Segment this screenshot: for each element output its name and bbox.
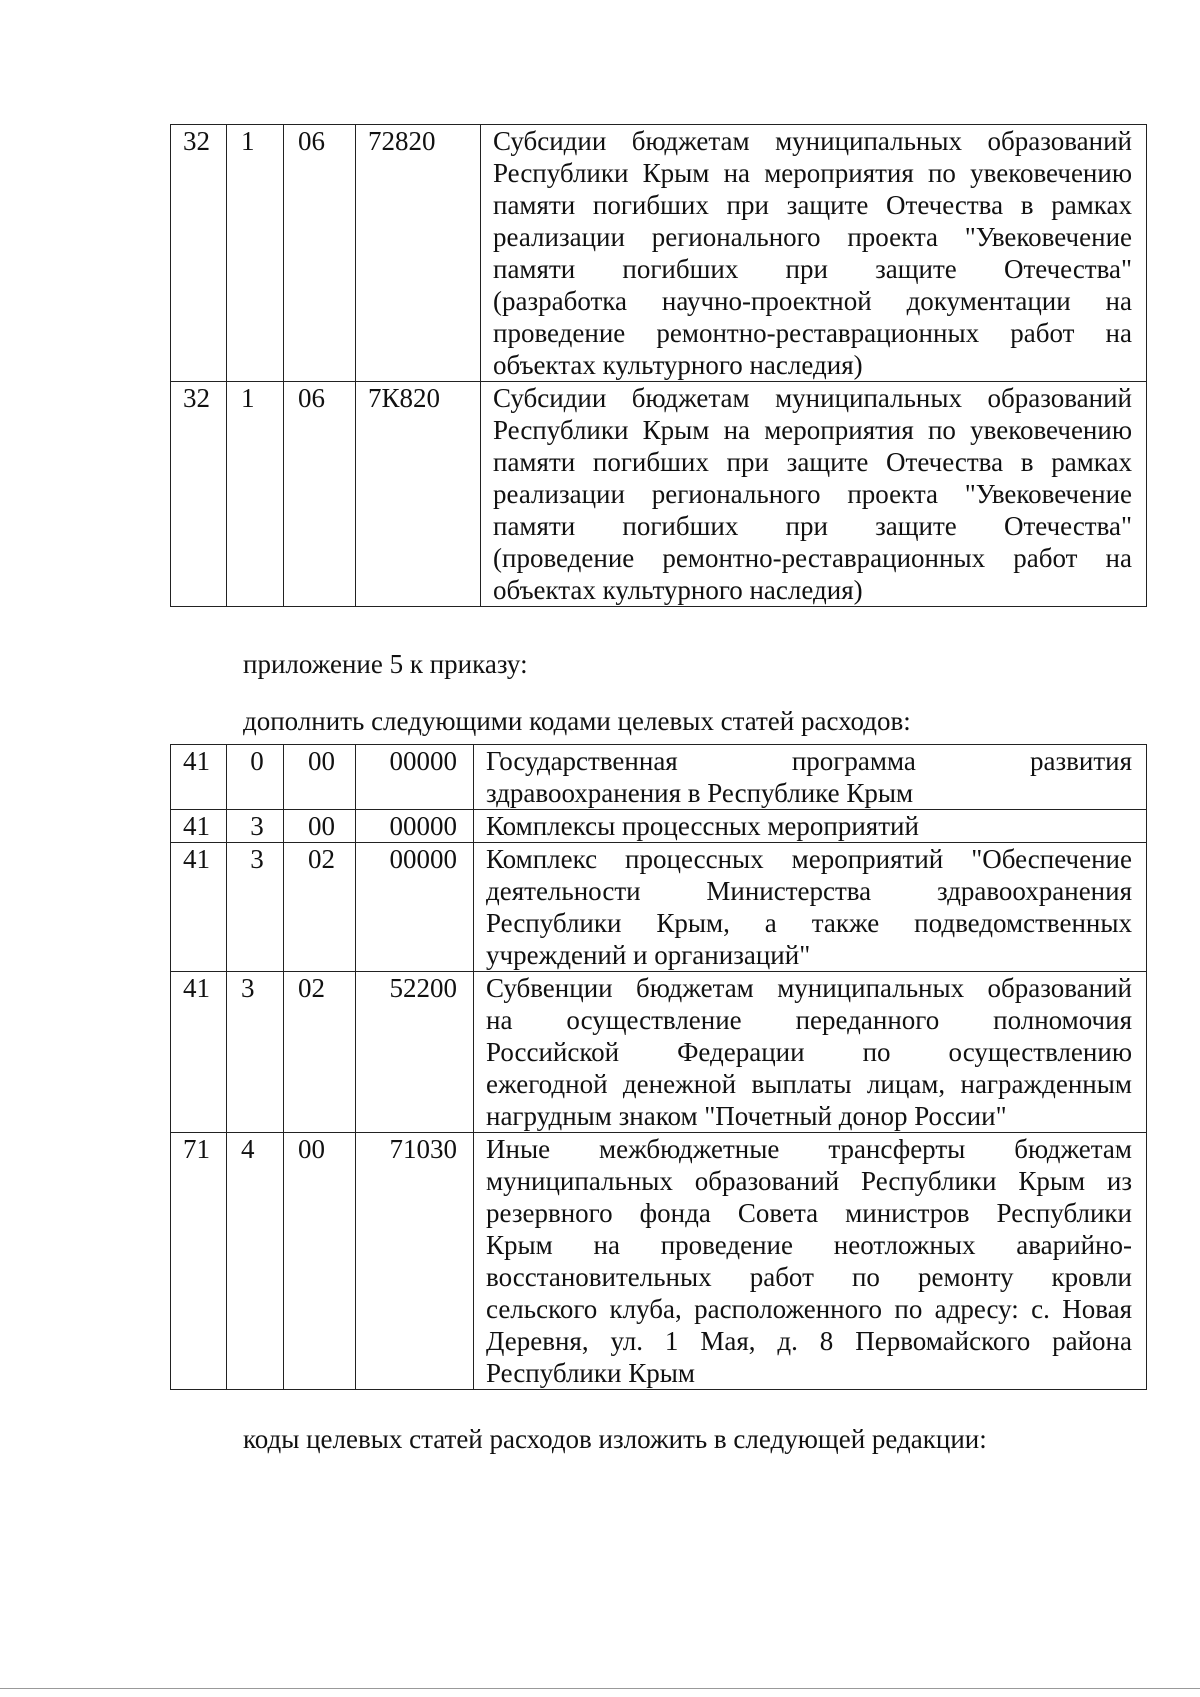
- activity-code: 02: [284, 972, 356, 1133]
- expense-description: [481, 125, 1147, 382]
- subprogram-code: 3: [227, 972, 284, 1133]
- program-code: 71: [171, 1133, 227, 1390]
- description-line: муниципальных образований Республики Крым из: [486, 1166, 1132, 1196]
- supplement-instruction: дополнить следующими кодами целевых статей расходов:: [243, 706, 911, 736]
- expense-description: [474, 972, 1147, 1133]
- description-line: резервного фонда Совета министров Республики: [486, 1198, 1132, 1228]
- activity-code: 06: [284, 125, 356, 382]
- direction-code: 00000: [356, 810, 474, 843]
- description-line: Субсидии бюджетам муниципальных образований: [493, 383, 1132, 413]
- direction-code: 52200: [356, 972, 474, 1133]
- description-line: учреждений и организаций": [486, 940, 811, 970]
- description-line: Комплекс процессных мероприятий "Обеспечение: [486, 844, 1132, 874]
- table-row: [171, 745, 1147, 810]
- description-line: реализации регионального проекта "Увековечение: [493, 479, 1132, 509]
- description-line: Республики Крым на мероприятия по увековечению: [493, 158, 1132, 188]
- subprogram-code: 0: [227, 745, 284, 810]
- description-line: Субвенции бюджетам муниципальных образований: [486, 973, 1132, 1003]
- description-line: Деревня, ул. 1 Мая, д. 8 Первомайского района: [486, 1326, 1132, 1356]
- expense-description: [474, 745, 1147, 810]
- direction-code: 71030: [356, 1133, 474, 1390]
- program-code: 41: [171, 843, 227, 972]
- direction-code: 00000: [356, 745, 474, 810]
- activity-code: 02: [284, 843, 356, 972]
- description-line: объектах культурного наследия): [493, 575, 863, 605]
- description-line: здравоохранения в Республике Крым: [486, 778, 914, 808]
- description-line: восстановительных работ по ремонту кровли: [486, 1262, 1132, 1292]
- description-line: Комплексы процессных мероприятий: [486, 811, 919, 841]
- table-row: [171, 810, 1147, 843]
- description-line: нагрудным знаком "Почетный донор России": [486, 1101, 1007, 1131]
- expense-description: [481, 382, 1147, 607]
- direction-code: 7К820: [356, 382, 481, 607]
- subprogram-code: 1: [227, 382, 284, 607]
- table-row: [171, 972, 1147, 1133]
- description-line: реализации регионального проекта "Увековечение: [493, 222, 1132, 252]
- description-line: Субсидии бюджетам муниципальных образований: [493, 126, 1132, 156]
- description-line: Иные межбюджетные трансферты бюджетам: [486, 1134, 1132, 1164]
- description-line: Крым на проведение неотложных аварийно-: [486, 1230, 1132, 1260]
- restate-instruction: коды целевых статей расходов изложить в следующей редакции:: [243, 1424, 987, 1454]
- subprogram-code: 3: [227, 843, 284, 972]
- subprogram-code: 4: [227, 1133, 284, 1390]
- description-line: Республики Крым: [486, 1358, 695, 1388]
- description-line: памяти погибших при защите Отечества в рамках: [493, 190, 1132, 220]
- subprogram-code: 3: [227, 810, 284, 843]
- target-codes-table-2: [170, 744, 1147, 1390]
- program-code: 41: [171, 745, 227, 810]
- page-bottom-divider: [0, 1688, 1200, 1689]
- description-line: объектах культурного наследия): [493, 350, 863, 380]
- description-line: Республики Крым, а также подведомственных: [486, 908, 1132, 938]
- description-line: ежегодной денежной выплаты лицам, награжденным: [486, 1069, 1132, 1099]
- description-line: (проведение ремонтно-реставрационных работ на: [493, 543, 1132, 573]
- program-code: 32: [171, 125, 227, 382]
- activity-code: 00: [284, 745, 356, 810]
- expense-description: [474, 843, 1147, 972]
- description-line: Республики Крым на мероприятия по увековечению: [493, 415, 1132, 445]
- description-line: сельского клуба, расположенного по адресу: с. Новая: [486, 1294, 1132, 1324]
- direction-code: 72820: [356, 125, 481, 382]
- description-line: Государственная программа развития: [486, 746, 1132, 776]
- activity-code: 00: [284, 1133, 356, 1390]
- description-line: (разработка научно-проектной документации на: [493, 286, 1132, 316]
- direction-code: 00000: [356, 843, 474, 972]
- table-row: [171, 125, 1147, 382]
- description-line: Российской Федерации по осуществлению: [486, 1037, 1132, 1067]
- program-code: 41: [171, 810, 227, 843]
- program-code: 32: [171, 382, 227, 607]
- target-codes-table-1: [170, 124, 1147, 607]
- table-row: [171, 1133, 1147, 1390]
- activity-code: 00: [284, 810, 356, 843]
- description-line: памяти погибших при защите Отечества": [493, 511, 1132, 541]
- program-code: 41: [171, 972, 227, 1133]
- description-line: деятельности Министерства здравоохранения: [486, 876, 1132, 906]
- table-row: [171, 382, 1147, 607]
- expense-description: [474, 810, 1147, 843]
- expense-description: [474, 1133, 1147, 1390]
- activity-code: 06: [284, 382, 356, 607]
- description-line: на осуществление переданного полномочия: [486, 1005, 1132, 1035]
- description-line: памяти погибших при защите Отечества": [493, 254, 1132, 284]
- subprogram-code: 1: [227, 125, 284, 382]
- table-row: [171, 843, 1147, 972]
- description-line: памяти погибших при защите Отечества в рамках: [493, 447, 1132, 477]
- description-line: проведение ремонтно-реставрационных работ на: [493, 318, 1132, 348]
- appendix-heading: приложение 5 к приказу:: [243, 649, 528, 679]
